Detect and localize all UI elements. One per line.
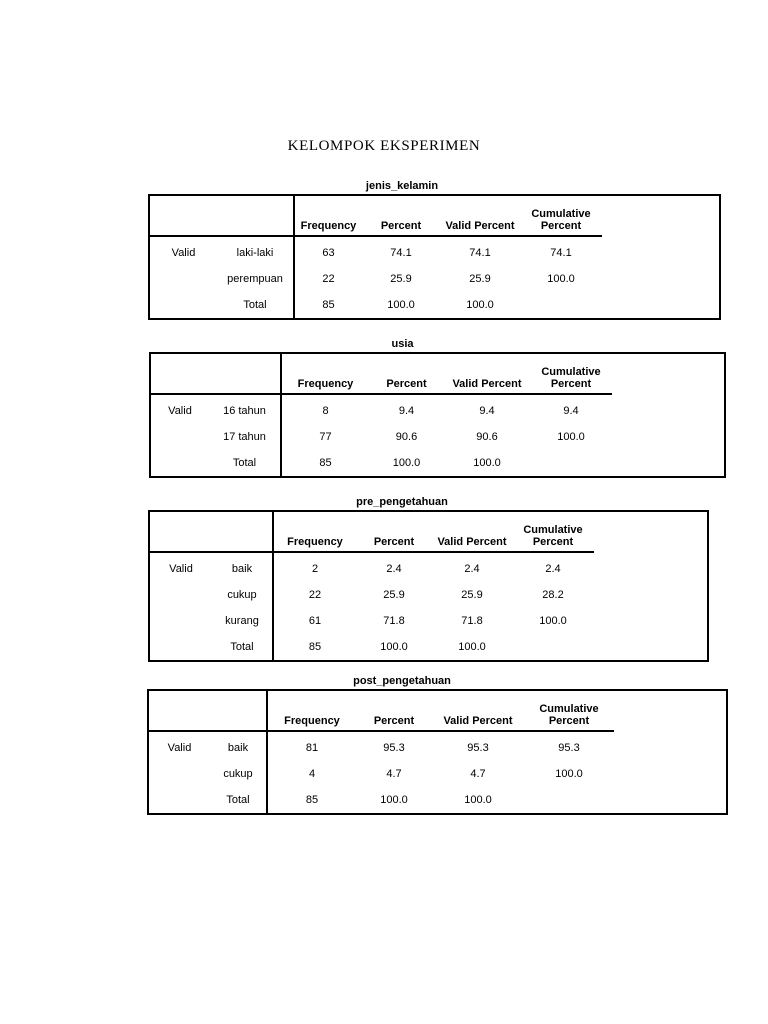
- table-caption: jenis_kelamin: [365, 180, 439, 192]
- valid-percent-cell: 90.6: [476, 431, 498, 443]
- group-label-cell: [149, 634, 212, 661]
- table-row: [149, 634, 708, 661]
- percent-cell: 74.1: [390, 247, 412, 259]
- column-header: Frequency: [267, 690, 356, 731]
- valid-percent-cell: 71.8: [461, 615, 483, 627]
- frequency-cell: 77: [281, 424, 369, 450]
- group-label-cell: [148, 761, 210, 787]
- table-row: [149, 236, 720, 266]
- group-label-cell: [149, 582, 212, 608]
- column-header: Percent: [356, 690, 432, 731]
- empty-header-cell: [209, 353, 281, 394]
- frequency-table: [148, 510, 709, 662]
- header-row: [149, 511, 708, 552]
- frequency-cell: 85: [273, 634, 356, 661]
- column-header: Frequency: [273, 511, 356, 552]
- table-row: [149, 552, 708, 582]
- column-header: Valid Percent: [432, 690, 524, 731]
- header-row: [149, 195, 720, 236]
- group-label-cell: Valid: [168, 405, 192, 417]
- row-label-cell: Total: [232, 457, 257, 469]
- table-row: [149, 582, 708, 608]
- table-row: [148, 761, 727, 787]
- row-label-cell: kurang: [225, 615, 259, 627]
- column-header: Valid Percent: [444, 353, 530, 394]
- table-row: [149, 292, 720, 319]
- cumulative-percent-cell: [512, 634, 594, 661]
- table-caption: post_pengetahuan: [353, 675, 451, 687]
- valid-percent-cell: 95.3: [467, 742, 489, 754]
- table-row: [149, 266, 720, 292]
- frequency-cell: 85: [294, 292, 362, 319]
- table-row: [149, 608, 708, 634]
- frequency-cell: 2: [273, 552, 356, 582]
- valid-percent-cell: 100.0: [473, 457, 501, 469]
- empty-header-cell: [217, 195, 294, 236]
- column-header: Cumulative Percent: [524, 690, 614, 731]
- cumulative-percent-cell: [524, 787, 614, 814]
- percent-cell: 25.9: [383, 589, 405, 601]
- percent-cell: 4.7: [386, 768, 402, 780]
- frequency-table-block: [147, 673, 657, 815]
- frequency-cell: 61: [273, 608, 356, 634]
- frequency-cell: 22: [294, 266, 362, 292]
- table-row: [150, 424, 725, 450]
- empty-header-cell: [149, 511, 212, 552]
- group-label-cell: [150, 450, 209, 477]
- cumulative-percent-cell: [520, 292, 602, 319]
- group-label-cell: [149, 608, 212, 634]
- empty-header-cell: [149, 195, 217, 236]
- frequency-table: [149, 352, 726, 478]
- table-caption: pre_pengetahuan: [356, 496, 448, 508]
- cumulative-percent-cell: 28.2: [542, 589, 564, 601]
- group-label-cell: [150, 424, 209, 450]
- row-label-cell: cukup: [223, 768, 253, 780]
- empty-header-cell: [150, 353, 209, 394]
- valid-percent-cell: 2.4: [464, 563, 480, 575]
- valid-percent-cell: 100.0: [466, 299, 494, 311]
- frequency-table-block: [148, 494, 656, 662]
- row-label-cell: laki-laki: [236, 247, 274, 259]
- frequency-cell: 4: [267, 761, 356, 787]
- percent-cell: 71.8: [383, 615, 405, 627]
- percent-cell: 100.0: [380, 794, 408, 806]
- group-label-cell: [149, 266, 217, 292]
- group-label-cell: Valid: [169, 563, 193, 575]
- frequency-cell: 85: [267, 787, 356, 814]
- percent-cell: 90.6: [395, 431, 418, 443]
- percent-cell: 95.3: [383, 742, 405, 754]
- frequency-cell: 8: [281, 394, 369, 424]
- cumulative-percent-cell: 74.1: [550, 247, 572, 259]
- valid-percent-cell: 9.4: [479, 405, 495, 417]
- table-row: [148, 787, 727, 814]
- frequency-table: [148, 194, 721, 320]
- percent-cell: 100.0: [392, 457, 421, 469]
- group-label-cell: Valid: [171, 247, 196, 259]
- group-label-cell: [148, 787, 210, 814]
- frequency-table-block: [148, 178, 656, 320]
- table-row: [150, 450, 725, 477]
- header-row: [148, 690, 727, 731]
- group-label-cell: Valid: [167, 742, 192, 754]
- header-row: [150, 353, 725, 394]
- percent-cell: 9.4: [398, 405, 415, 417]
- valid-percent-cell: 25.9: [461, 589, 483, 601]
- valid-percent-cell: 100.0: [464, 794, 492, 806]
- table-caption: usia: [391, 338, 414, 350]
- valid-percent-cell: 74.1: [469, 247, 491, 259]
- column-header: Percent: [356, 511, 432, 552]
- row-label-cell: Total: [243, 299, 267, 311]
- row-label-cell: Total: [226, 794, 250, 806]
- valid-percent-cell: 25.9: [469, 273, 491, 285]
- cumulative-percent-cell: 100.0: [557, 431, 585, 443]
- frequency-cell: 63: [294, 236, 362, 266]
- column-header: Cumulative Percent: [520, 195, 602, 236]
- row-label-cell: baik: [231, 563, 253, 575]
- column-header: Valid Percent: [440, 195, 520, 236]
- column-header: Cumulative Percent: [512, 511, 594, 552]
- valid-percent-cell: 4.7: [470, 768, 486, 780]
- frequency-cell: 81: [267, 731, 356, 761]
- empty-header-cell: [148, 690, 210, 731]
- row-label-cell: perempuan: [227, 273, 283, 285]
- column-header: Frequency: [294, 195, 362, 236]
- row-label-cell: cukup: [227, 589, 257, 601]
- percent-cell: 100.0: [380, 641, 408, 653]
- percent-cell: 100.0: [387, 299, 415, 311]
- cumulative-percent-cell: 95.3: [558, 742, 580, 754]
- table-row: [150, 394, 725, 424]
- frequency-cell: 85: [281, 450, 369, 477]
- table-row: [148, 731, 727, 761]
- percent-cell: 2.4: [386, 563, 402, 575]
- column-header: Valid Percent: [432, 511, 512, 552]
- row-label-cell: 16 tahun: [223, 405, 266, 417]
- column-header: Frequency: [281, 353, 369, 394]
- cumulative-percent-cell: [530, 450, 612, 477]
- empty-header-cell: [212, 511, 273, 552]
- frequency-table-block: [149, 336, 656, 478]
- row-label-cell: Total: [230, 641, 254, 653]
- cumulative-percent-cell: 9.4: [563, 405, 579, 417]
- document-title: KELOMPOK EKSPERIMEN: [287, 138, 481, 154]
- empty-header-cell: [210, 690, 267, 731]
- row-label-cell: baik: [227, 742, 249, 754]
- cumulative-percent-cell: 100.0: [555, 768, 583, 780]
- group-label-cell: [149, 292, 217, 319]
- frequency-table: [147, 689, 728, 815]
- percent-cell: 25.9: [390, 273, 412, 285]
- frequency-cell: 22: [273, 582, 356, 608]
- valid-percent-cell: 100.0: [458, 641, 486, 653]
- column-header: Percent: [362, 195, 440, 236]
- cumulative-percent-cell: 100.0: [547, 273, 575, 285]
- row-label-cell: 17 tahun: [223, 431, 266, 443]
- column-header: Percent: [369, 353, 444, 394]
- cumulative-percent-cell: 2.4: [545, 563, 561, 575]
- column-header: Cumulative Percent: [530, 353, 612, 394]
- cumulative-percent-cell: 100.0: [539, 615, 567, 627]
